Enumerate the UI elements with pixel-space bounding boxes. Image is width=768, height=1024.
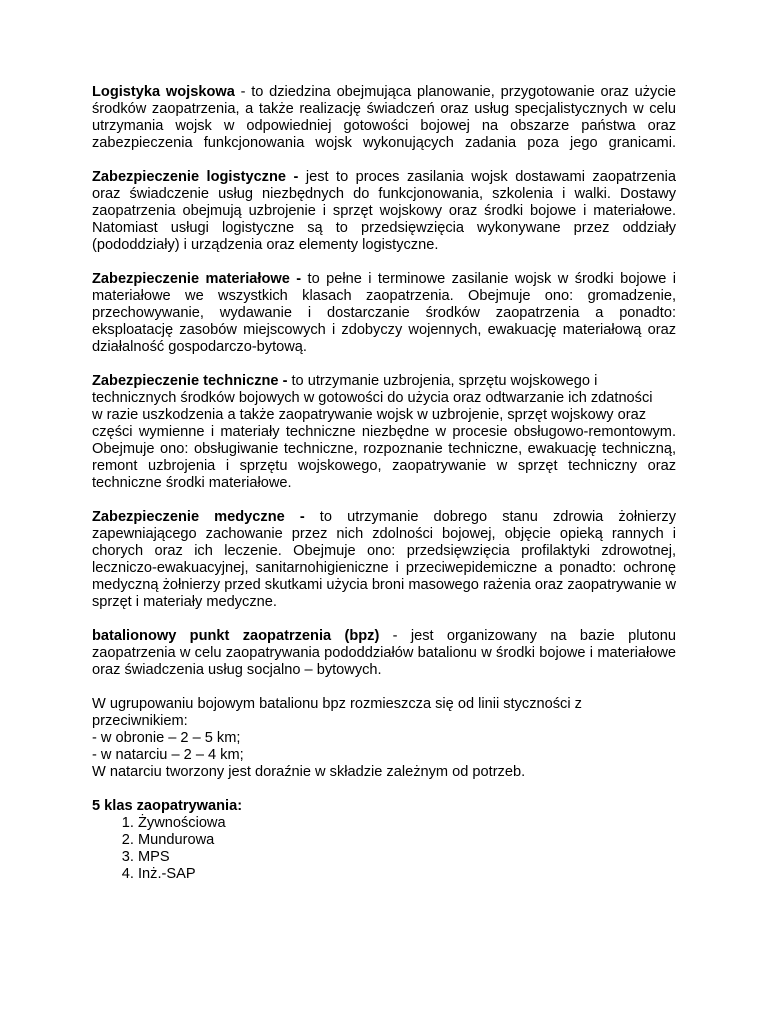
definition-techniczne-part1 <box>92 373 676 407</box>
paragraph-zabezpieczenie-materialowe <box>92 271 676 356</box>
list-item: 2. Mundurowa <box>138 832 676 849</box>
classes-list <box>92 815 676 883</box>
list-item: 4. Inż.-SAP <box>138 866 676 883</box>
term-bpz: batalionowy punkt zaopatrzenia (bpz) <box>92 628 380 644</box>
bpz-location-note: W natarciu tworzony jest doraźnie w składzie zależnym od potrzeb. <box>92 764 526 780</box>
paragraph-bpz <box>92 628 676 679</box>
definition-techniczne-text1: to utrzymanie uzbrojenia, sprzętu wojskowego i technicznych środków bojowych w gotowości do użycia oraz odtwarzanie ich zdatności <box>92 373 653 406</box>
definition-techniczne-part3: części wymienne i materiały techniczne niezbędne w procesie obsługowo-remontowym. Obejmuje ono: obsługiwanie techniczne, rozpoznanie techniczne, ewakuację techniczną, remont uzbrojenia i sprzętu wojskowego, zaopatrywanie w sprzęt techniczny oraz techniczne środki materiałowe. <box>92 424 676 491</box>
term-zabezpieczenie-techniczne: Zabezpieczenie techniczne - <box>92 373 288 389</box>
paragraph-zabezpieczenie-logistyczne <box>92 169 676 254</box>
bpz-location-defense: - w obronie – 2 – 5 km; <box>92 730 241 746</box>
paragraph-logistyka-wojskowa <box>92 84 676 152</box>
definition-techniczne-part2: w razie uszkodzenia a także zaopatrywanie wojsk w uzbrojenie, sprzęt wojskowy oraz <box>92 407 646 423</box>
paragraph-bpz-location <box>92 696 676 781</box>
definition-logistyka-wojskowa: - to dziedzina obejmująca planowanie, przygotowanie oraz użycie środków zaopatrzenia, a także realizację świadczeń oraz usług specjalistycznych w celu utrzymania wojsk w odpowiedniej gotowości bojowej na obszarze państwa oraz zabezpieczenia funkcjonowania wojsk wykonujących zadania poza jego granicami. <box>92 84 676 151</box>
classes-heading: 5 klas zaopatrywania: <box>92 798 243 814</box>
definition-bpz: - jest organizowany na bazie plutonu zaopatrzenia w celu zaopatrywania pododdziałów batalionu w środki bojowe i materiałowe oraz świadczenia usług socjalno – bytowych. <box>92 628 677 678</box>
term-zabezpieczenie-materialowe: Zabezpieczenie materiałowe - <box>92 271 302 287</box>
term-zabezpieczenie-logistyczne: Zabezpieczenie logistyczne - <box>92 169 299 185</box>
term-zabezpieczenie-medyczne: Zabezpieczenie medyczne - <box>92 509 305 525</box>
definition-zabezpieczenie-materialowe: to pełne i terminowe zasilanie wojsk w środki bojowe i materiałowe we wszystkich klasach zaopatrzenia. Obejmuje ono: gromadzenie, przechowywanie, wydawanie i dostarczanie środków zaopatrzenia a ponadto: eksploatację zasobów miejscowych i zdobyczy wojennych, ewakuację materiałową oraz działalność gospodarczo-bytową. <box>92 271 676 355</box>
paragraph-zabezpieczenie-medyczne <box>92 509 676 611</box>
bpz-location-attack: - w natarciu – 2 – 4 km; <box>92 747 244 763</box>
definition-zabezpieczenie-logistyczne: jest to proces zasilania wojsk dostawami zaopatrzenia oraz świadczenie usług niezbędnych do funkcjonowania, szkolenia i walki. Dostawy zaopatrzenia obejmują uzbrojenie i sprzęt wojskowy oraz środki bojowe i materiałowe. Natomiast usługi logistyczne są to przedsięwzięcia wykonywane przez oddziały (pododdziały) i urządzenia oraz elementy logistyczne. <box>92 169 676 253</box>
term-logistyka-wojskowa: Logistyka wojskowa <box>92 84 235 100</box>
list-item: 3. MPS <box>138 849 676 866</box>
paragraph-zabezpieczenie-techniczne <box>92 373 676 492</box>
list-item: 1. Żywnościowa <box>138 815 676 832</box>
bpz-location-intro: W ugrupowaniu bojowym batalionu bpz rozmieszcza się od linii styczności z przeciwnikiem: <box>92 696 582 729</box>
definition-zabezpieczenie-medyczne: to utrzymanie dobrego stanu zdrowia żołnierzy zapewniającego zachowanie przez nich zdolności bojowej, objęcie opieką rannych i chorych oraz ich leczenie. Obejmuje ono: przedsięwzięcia profilaktyki zdrowotnej, leczniczo-ewakuacyjnej, sanitarnohigieniczne i przeciwepidemiczne a ponadto: ochronę medyczną żołnierzy przed skutkami użycia broni masowego rażenia oraz zaopatrywanie w sprzęt i materiały medyczne. <box>92 509 677 610</box>
document-page <box>92 84 676 883</box>
